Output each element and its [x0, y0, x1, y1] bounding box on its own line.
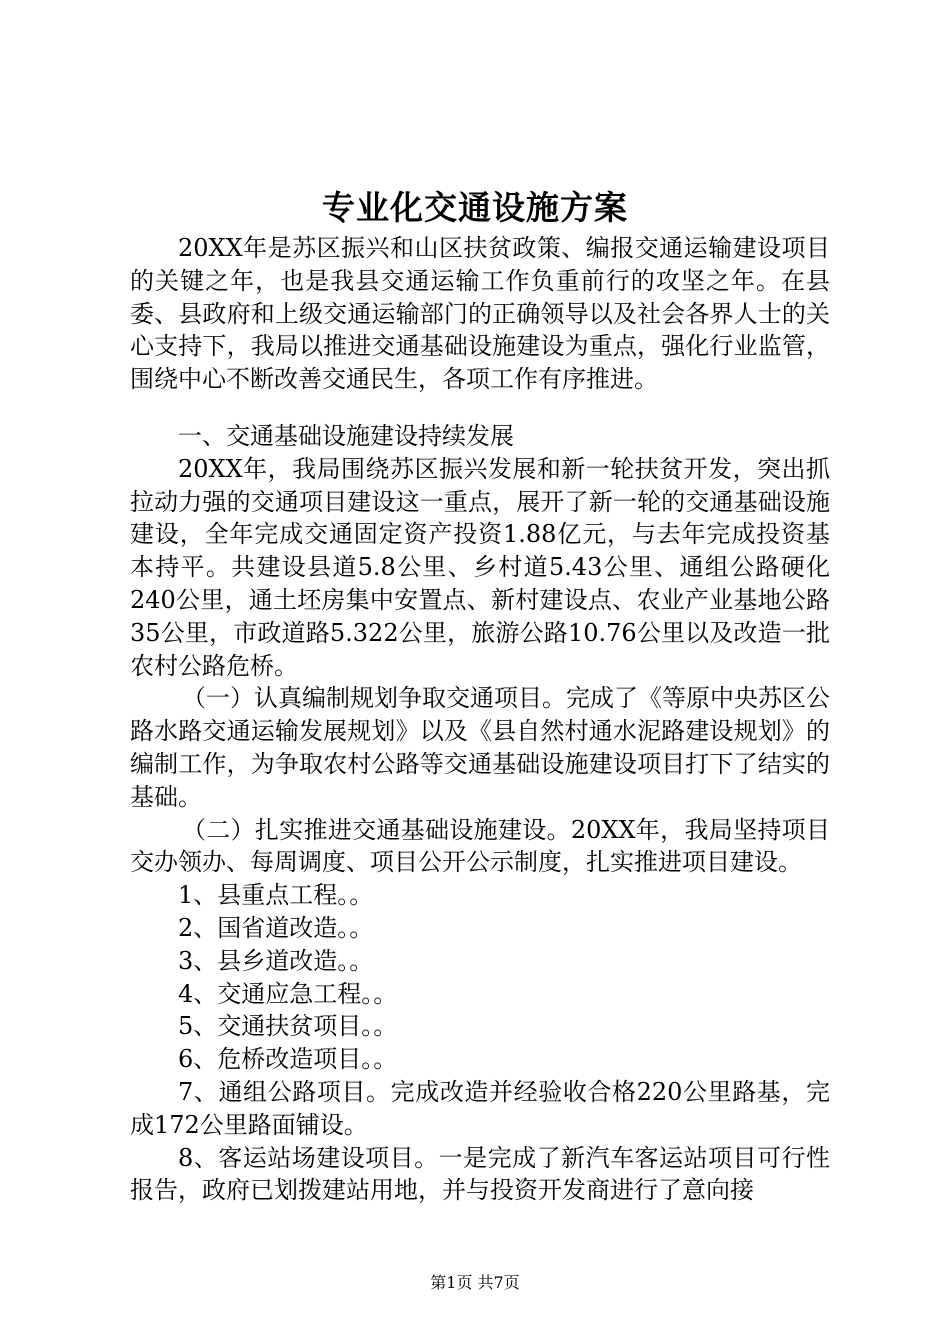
section-heading: 一、交通基础设施建设持续发展 — [178, 421, 514, 450]
list-item: 6、危桥改造项目。。 — [178, 1045, 398, 1074]
subsection-paragraph-1: （一）认真编制规划争取交通项目。完成了《等原中央苏区公路水路交通运输发展规划》以及《县自然村通水泥路建设规划》的编制工作，为争取农村公路等交通基础设施建设项目打下了结实的基础。 — [130, 684, 830, 811]
list-item: 2、国省道改造。。 — [178, 913, 374, 942]
document-title: 专业化交通设施方案 — [322, 188, 628, 227]
list-item: 5、交通扶贫项目。。 — [178, 1012, 398, 1041]
page-indicator: 第1页 共7页 — [430, 1273, 520, 1292]
list-item: 1、县重点工程。。 — [178, 881, 374, 910]
list-item: 7、通组公路项目。完成改造并经验收合格220公里路基，完成172公里路面铺设。 — [130, 1077, 830, 1139]
subsection-paragraph-2: （二）扎实推进交通基础设施建设。20XX年，我局坚持项目交办领办、每周调度、项目公开公示制度，扎实推进项目建设。 — [130, 815, 830, 877]
document-body — [130, 232, 830, 1207]
intro-paragraph: 20XX年是苏区振兴和山区扶贫政策、编报交通运输建设项目的关键之年，也是我县交通运输工作负重前行的攻坚之年。在县委、县政府和上级交通运输部门的正确领导以及社会各界人士的关心支持下，我局以推进交通基础设施建设为重点，强化行业监管，围绕中心不断改善交通民生，各项工作有序推进。 — [130, 234, 830, 394]
list-item: 4、交通应急工程。。 — [178, 979, 398, 1008]
paragraph-gap — [130, 396, 830, 420]
list-item: 3、县乡道改造。。 — [178, 946, 374, 975]
section-paragraph: 20XX年，我局围绕苏区振兴发展和新一轮扶贫开发，突出抓拉动力强的交通项目建设这一重点，展开了新一轮的交通基础设施建设，全年完成交通固定资产投资1.88亿元，与去年完成投资基本持平。共建设县道5.8公里、乡村道5.43公里、通组公路硬化240公里，通土坯房集中安置点、新村建设点、农业产业基地公路35公里，市政道路5.322公里，旅游公路10.76公里以及改造一批农村公路危桥。 — [130, 454, 830, 680]
list-item: 8、客运站场建设项目。一是完成了新汽车客运站项目可行性报告，政府已划拨建站用地，并与投资开发商进行了意向接 — [130, 1143, 830, 1205]
